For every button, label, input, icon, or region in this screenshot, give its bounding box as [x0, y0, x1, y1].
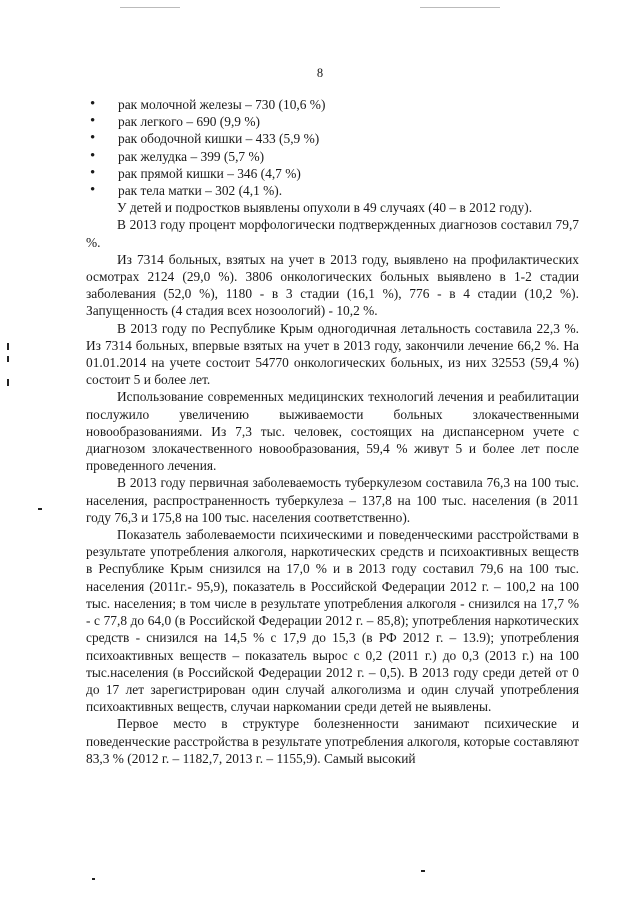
scan-mark: [7, 343, 9, 350]
paragraph-morphology: В 2013 году процент морфологически подтвержденных диагнозов составил 79,7 %.: [86, 217, 579, 250]
list-item: • рак легкого – 690 (9,9 %): [86, 113, 579, 130]
scan-mark: [421, 870, 425, 872]
scan-mark: [38, 508, 42, 510]
cancer-incidence-list: [86, 96, 579, 199]
paragraph-morbidity-structure: Первое место в структуре болезненности занимают психические и поведенческие расстройства в результате употребления алкоголя, которые составляют 83,3 % (2012 г. – 1182,7, 2013 г. – 1155,9). Самый высокий: [86, 716, 579, 766]
scan-mark: [420, 7, 500, 8]
list-item: • рак желудка – 399 (5,7 %): [86, 148, 579, 165]
scan-mark: [7, 356, 9, 362]
paragraph-mortality: В 2013 году по Республике Крым одногодичная летальность составила 22,3 %. Из 7314 больных, впервые взятых на учет в 2013 году, закончили лечение 66,2 %. На 01.01.2014 на учете состоит 54770 онкологических больных, из них 32553 (59,4 %) состоит 5 и более лет.: [86, 320, 579, 388]
page-number: 8: [316, 66, 324, 80]
paragraph-children-tumors: У детей и подростков выявлены опухоли в 49 случаях (40 – в 2012 году).: [117, 200, 533, 216]
scan-mark: [92, 878, 95, 880]
paragraph-registered-patients: Из 7314 больных, взятых на учет в 2013 году, выявлено на профилактических осмотрах 2124 (29,0 %). 3806 онкологических больных выявлено в 1-2 стадии заболевания (52,0 %), 1180 - в 3 стадии (16,1 %), 776 - в 4 стадии (10,2 %). Запущенность (4 стадия всех нозоологий) - 10,2 %.: [86, 251, 579, 319]
page-body: [86, 96, 579, 767]
paragraph-survival: Использование современных медицинских технологий лечения и реабилитации послужило увеличению выживаемости больных злокачественными новообразованиями. Из 7,3 тыс. человек, состоящих на диспансерном учете с диагнозом злокачественного новообразования, 59,4 % живут 5 и более лет после проведенного лечения.: [86, 389, 579, 474]
paragraph-tuberculosis: В 2013 году первичная заболеваемость туберкулезом составила 76,3 на 100 тыс. населения, распространенность туберкулеза – 137,8 на 100 тыс. населения (в 2011 году 76,3 и 175,8 на 100 тыс. населения соответственно).: [86, 475, 579, 525]
scan-mark: [7, 379, 9, 386]
list-item: • рак тела матки – 302 (4,1 %).: [86, 182, 579, 199]
list-item: • рак прямой кишки – 346 (4,7 %): [86, 165, 579, 182]
scan-mark: [120, 7, 180, 8]
list-item: • рак молочной железы – 730 (10,6 %): [86, 96, 579, 113]
list-item: • рак ободочной кишки – 433 (5,9 %): [86, 130, 579, 147]
paragraph-mental-disorders: Показатель заболеваемости психическими и поведенческими расстройствами в результате употребления алкоголя, наркотических средств и психоактивных веществ в Республике Крым снизился на 17,0 % и в 2013 году составил 79,6 на 100 тыс. населения (2011г.- 95,9), показатель в Российской Федерации 2012 г. – 100,2 на 100 тыс. населения; в том числе в результате употребления алкоголя - снизился на 17,7 % - с 77,8 до 64,0 (в Российской Федерации 2012 г. – 85,8); употребления наркотических средств - снизился на 14,5 % с 17,9 до 15,3 (в РФ 2012 г. – 13.9); употребления психоактивных веществ – показатель вырос с 0,2 (2011 г.) до 0,3 (2013 г.) на 100 тыс.населения (в Российской Федерации 2012 г. – 0,5). В 2013 году среди детей от 0 до 17 лет зарегистрирован один случай алкоголизма и один случай употребления психоактивных веществ, случаи наркомании среди детей не выявлены.: [86, 527, 579, 715]
